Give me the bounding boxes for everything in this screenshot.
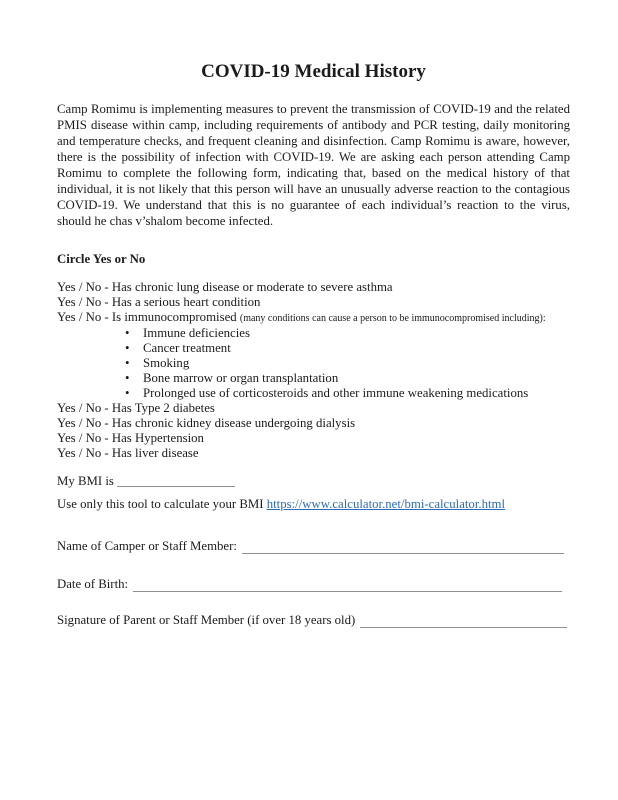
dob-blank-field — [133, 588, 562, 592]
signature-field-row — [57, 612, 570, 628]
bullet-icon: • — [125, 386, 130, 400]
yes-no-label: Yes / No - — [57, 416, 109, 430]
bmi-label: My BMI is — [57, 474, 114, 488]
question-text: Has chronic lung disease or moderate to severe asthma — [111, 280, 393, 294]
question-text: Has liver disease — [111, 446, 199, 460]
bullet-text: Smoking — [143, 356, 190, 370]
question-row — [57, 431, 570, 446]
list-item — [57, 371, 570, 386]
question-row — [57, 310, 570, 326]
list-item — [57, 386, 570, 401]
name-field-row — [57, 538, 570, 554]
list-item — [57, 356, 570, 371]
dob-field-label: Date of Birth: — [57, 577, 129, 591]
bullet-text: Cancer treatment — [143, 341, 231, 355]
page-title: COVID-19 Medical History — [201, 61, 426, 82]
question-note: (many conditions can cause a person to be immunocompromised including): — [239, 313, 546, 324]
signature-field-label: Signature of Parent or Staff Member (if over 18 years old) — [57, 613, 356, 627]
yes-no-label: Yes / No - — [57, 310, 109, 324]
bullet-icon: • — [125, 356, 130, 370]
bmi-tool-text: Use only this tool to calculate your BMI — [57, 497, 264, 511]
yes-no-label: Yes / No - — [57, 280, 109, 294]
bullet-text: Immune deficiencies — [143, 326, 250, 340]
circle-yes-no-heading: Circle Yes or No — [57, 252, 146, 266]
question-row — [57, 446, 570, 461]
question-row — [57, 280, 570, 295]
dob-field-row — [57, 576, 570, 592]
question-text: Has chronic kidney disease undergoing dialysis — [111, 416, 356, 430]
question-text: Has Hypertension — [111, 431, 204, 445]
bmi-line — [57, 473, 570, 489]
question-text: Has Type 2 diabetes — [111, 401, 215, 415]
bullet-icon: • — [125, 326, 130, 340]
question-row — [57, 416, 570, 431]
bmi-tool-line — [57, 496, 570, 512]
bmi-calculator-link[interactable]: https://www.calculator.net/bmi-calculator.html — [266, 497, 506, 511]
question-row — [57, 401, 570, 416]
list-item — [57, 341, 570, 356]
yes-no-label: Yes / No - — [57, 431, 109, 445]
name-blank-field — [242, 550, 564, 554]
bullet-text: Prolonged use of corticosteroids and other immune weakening medications — [143, 386, 529, 400]
yes-no-question-list — [57, 280, 570, 461]
bullet-text: Bone marrow or organ transplantation — [143, 371, 339, 385]
yes-no-label: Yes / No - — [57, 446, 109, 460]
bmi-blank-field — [117, 474, 235, 487]
bullet-icon: • — [125, 371, 130, 385]
name-field-label: Name of Camper or Staff Member: — [57, 539, 237, 553]
question-text: Is immunocompromised — [111, 310, 237, 324]
list-item — [57, 326, 570, 341]
bullet-icon: • — [125, 341, 130, 355]
intro-paragraph: Camp Romimu is implementing measures to prevent the transmission of COVID-19 and the related PMIS disease within camp, including requirements of antibody and PCR testing, daily monitoring and temperature checks, and frequent cleaning and disinfection. Camp Romimu is aware, however, there is the possibility of infection with COVID-19. We are asking each person attending Camp Romimu to complete the following form, indicating that, based on the medical history of that individual, it is not likely that this person will have an unusually adverse reaction to the contagious COVID-19. We understand that this is no guarantee of each individual’s reaction to the virus, should he chas v’shalom become infected. — [57, 102, 570, 228]
signature-blank-field — [360, 624, 567, 628]
yes-no-label: Yes / No - — [57, 295, 109, 309]
yes-no-label: Yes / No - — [57, 401, 109, 415]
question-row — [57, 295, 570, 310]
question-text: Has a serious heart condition — [111, 295, 261, 309]
